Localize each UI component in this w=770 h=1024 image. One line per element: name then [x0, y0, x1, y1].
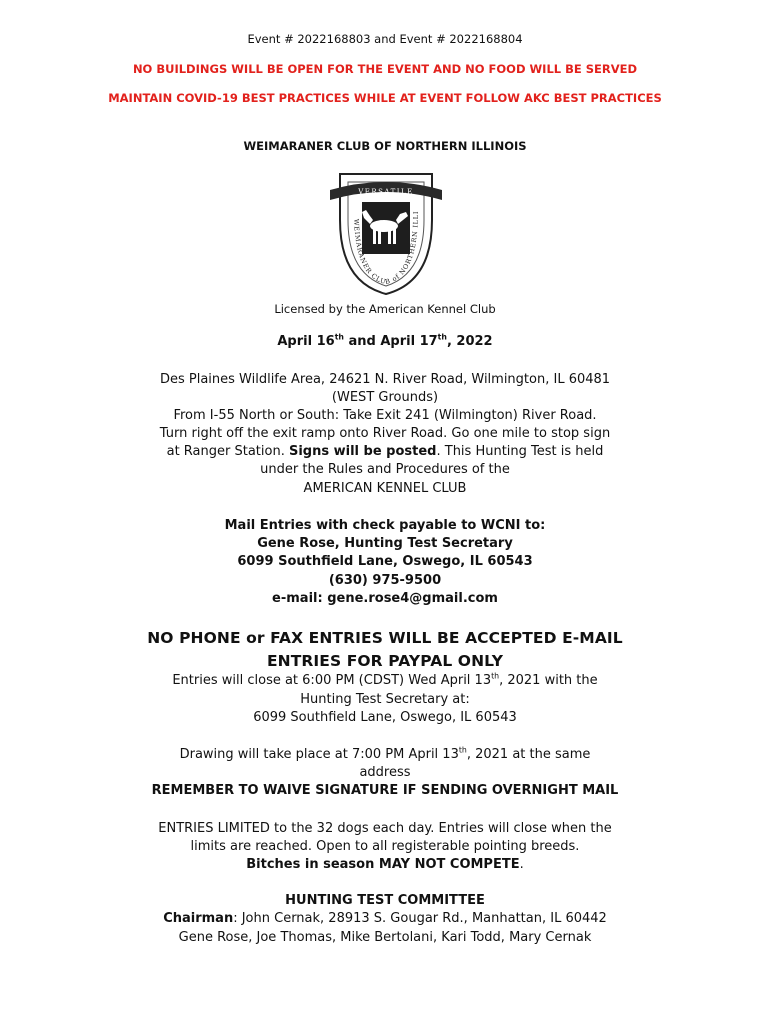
location-line-2: (WEST Grounds): [331, 390, 439, 405]
mail-address: 6099 Southfield Lane, Oswego, IL 60543: [237, 554, 533, 569]
waive-signature-notice: REMEMBER TO WAIVE SIGNATURE IF SENDING OVERNIGHT MAIL: [151, 783, 619, 798]
entries-close-line-2: Hunting Test Secretary at:: [300, 692, 470, 707]
drawing-line-2: address: [359, 765, 411, 780]
event-numbers: Event # 2022168803 and Event # 2022168804: [247, 32, 523, 46]
notice-covid: MAINTAIN COVID-19 BEST PRACTICES WHILE AT EVENT FOLLOW AKC BEST PRACTICES: [108, 91, 662, 105]
event-dates: April 16th and April 17th, 2022: [277, 332, 493, 349]
committee-chairman: Chairman: John Cernak, 28913 S. Gougar Rd., Manhattan, IL 60442: [163, 911, 607, 926]
notice-buildings: NO BUILDINGS WILL BE OPEN FOR THE EVENT AND NO FOOD WILL BE SERVED: [132, 62, 638, 76]
club-logo: [326, 160, 446, 300]
logo-top-text: VERSATILE: [358, 188, 414, 196]
mail-secretary: Gene Rose, Hunting Test Secretary: [257, 536, 513, 551]
location-line-1: Des Plaines Wildlife Area, 24621 N. River Road, Wilmington, IL 60481: [159, 372, 611, 387]
mail-heading: Mail Entries with check payable to WCNI to:: [224, 518, 546, 533]
committee-members: Gene Rose, Joe Thomas, Mike Bertolani, Kari Todd, Mary Cernak: [178, 930, 592, 945]
location-line-4: Turn right off the exit ramp onto River Road. Go one mile to stop sign: [159, 426, 611, 441]
entries-headline-2: ENTRIES FOR PAYPAL ONLY: [266, 652, 504, 670]
entries-close-line-3: 6099 Southfield Lane, Oswego, IL 60543: [253, 710, 517, 725]
mail-email: e-mail: gene.rose4@gmail.com: [272, 591, 498, 606]
drawing-line-1: Drawing will take place at 7:00 PM April 13th, 2021 at the same: [179, 745, 591, 762]
mail-phone: (630) 975-9500: [328, 573, 442, 588]
limits-line-3: Bitches in season MAY NOT COMPETE.: [246, 857, 524, 872]
limits-line-1: ENTRIES LIMITED to the 32 dogs each day. Entries will close when the: [158, 821, 612, 836]
weimaraner-dog-icon: [326, 160, 446, 300]
club-name: WEIMARANER CLUB OF NORTHERN ILLINOIS: [243, 139, 527, 153]
entries-close-line-1: Entries will close at 6:00 PM (CDST) Wed April 13th, 2021 with the: [172, 671, 598, 688]
location-line-7: AMERICAN KENNEL CLUB: [303, 481, 467, 496]
location-line-5: at Ranger Station. Signs will be posted. This Hunting Test is held: [166, 444, 604, 459]
committee-title: HUNTING TEST COMMITTEE: [285, 893, 485, 908]
logo-ring-text: WEIMARANER CLUB of NORTHERN ILLI: [352, 210, 421, 287]
limits-line-2: limits are reached. Open to all registerable pointing breeds.: [190, 839, 580, 854]
location-line-6: under the Rules and Procedures of the: [260, 462, 510, 477]
entries-headline-1: NO PHONE or FAX ENTRIES WILL BE ACCEPTED E-MAIL: [147, 629, 623, 647]
location-line-3: From I-55 North or South: Take Exit 241 (Wilmington) River Road.: [173, 408, 597, 423]
license-text: Licensed by the American Kennel Club: [274, 302, 496, 316]
